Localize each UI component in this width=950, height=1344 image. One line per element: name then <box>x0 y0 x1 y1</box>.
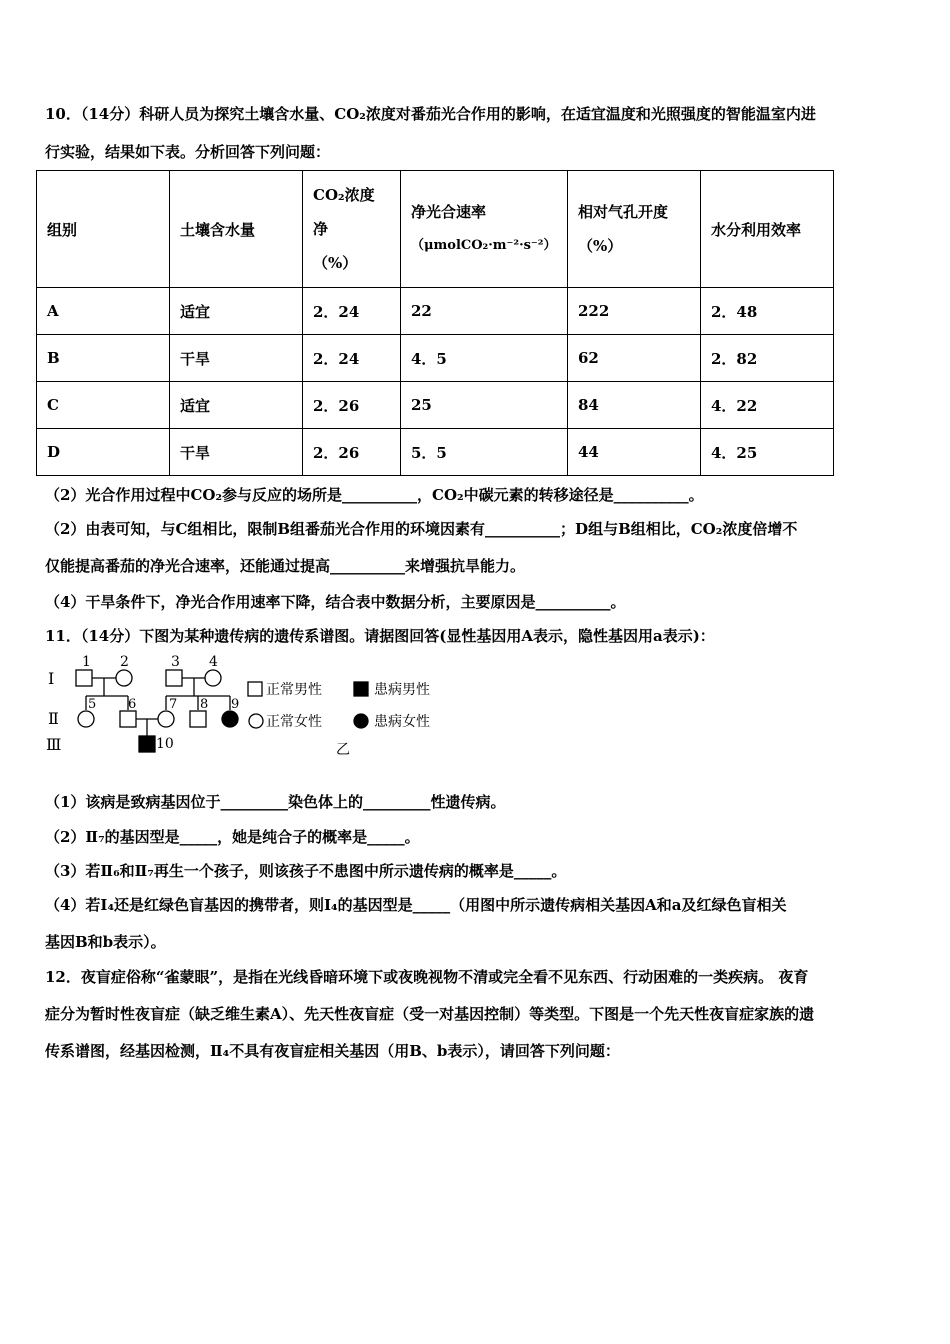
individual-4-normal-female <box>205 670 221 686</box>
table-cell: C <box>37 382 170 429</box>
individual-10-affected-male <box>139 736 155 752</box>
table-row <box>37 382 834 429</box>
table-cell: 4．5 <box>401 335 568 382</box>
table-cell: 2．24 <box>303 335 401 382</box>
header-group: 组别 <box>37 171 170 288</box>
table-cell: 2．24 <box>303 288 401 335</box>
table-cell: 2．26 <box>303 382 401 429</box>
table-cell: 2．48 <box>701 288 834 335</box>
header-co2 <box>303 171 401 288</box>
individual-6-normal-male <box>120 711 136 727</box>
table-cell: 25 <box>401 382 568 429</box>
id-8: 8 <box>200 697 209 712</box>
data-table <box>36 170 834 476</box>
table-cell: D <box>37 429 170 476</box>
table-cell: 44 <box>568 429 701 476</box>
gen-label-3: Ⅲ <box>46 735 62 754</box>
table-cell: 适宜 <box>170 288 303 335</box>
legend-affected-male: 患病男性 <box>374 682 430 698</box>
q11-line1: 11．（14分）下图为某种遗传病的遗传系谱图。请据图回答(显性基因用A表示，隐性基因用a表示)： <box>45 627 715 645</box>
legend-normal-male: 正常男性 <box>266 682 322 698</box>
id-5: 5 <box>88 697 97 712</box>
id-6: 6 <box>128 697 137 712</box>
q12-line2: 症分为暂时性夜盲症（缺乏维生素A）、先天性夜盲症（受一对基因控制）等类型。下图是一个先天性夜盲症家族的遗 <box>45 1005 815 1023</box>
gen-label-1: Ⅰ <box>48 669 55 688</box>
header-water-efficiency: 水分利用效率 <box>701 171 834 288</box>
table-cell: 84 <box>568 382 701 429</box>
q10-sub4: （4）干旱条件下，净光合作用速率下降，结合表中数据分析，主要原因是__________。 <box>45 593 626 611</box>
table-cell: 4．25 <box>701 429 834 476</box>
figure-label: 乙 <box>336 742 350 758</box>
table-header-row <box>37 171 834 288</box>
individual-7-normal-female <box>158 711 174 727</box>
table-cell: 适宜 <box>170 382 303 429</box>
individual-3-normal-male <box>166 670 182 686</box>
individual-2-normal-female <box>116 670 132 686</box>
header-net-line1: 净光合速率 <box>411 203 487 221</box>
q12-line1: 12．夜盲症俗称“雀蒙眼”，是指在光线昏暗环境下或夜晚视物不清或完全看不见东西、行动困难的一类疾病。 夜育 <box>45 968 809 986</box>
individual-1-normal-male <box>76 670 92 686</box>
legend-affected-male-icon <box>354 682 368 696</box>
q11-sub2: （2）Ⅱ₇的基因型是_____，她是纯合子的概率是_____。 <box>45 828 420 846</box>
q10-sub2b: 仅能提高番茄的净光合速率，还能通过提高__________来增强抗旱能力。 <box>45 557 526 575</box>
gen-label-2: Ⅱ <box>48 709 59 728</box>
id-10: 10 <box>156 736 174 752</box>
individual-9-affected-female <box>222 711 238 727</box>
q11-sub1: （1）该病是致病基因位于_________染色体上的_________性遗传病。 <box>45 793 506 811</box>
id-3: 3 <box>171 654 180 670</box>
table-cell: 222 <box>568 288 701 335</box>
q11-sub4a: （4）若I₄还是红绿色盲基因的携带者，则I₄的基因型是_____（用图中所示遗传病相关基因A和a及红绿色盲相关 <box>45 896 787 914</box>
pedigree-chart <box>40 648 460 758</box>
header-co2-line1: CO₂浓度 <box>313 186 375 204</box>
q10-sub1: （2）光合作用过程中CO₂参与反应的场所是__________，CO₂中碳元素的转移途径是__________。 <box>45 486 704 504</box>
legend-affected-female-icon <box>354 714 368 728</box>
legend-normal-male-icon <box>248 682 262 696</box>
table-cell: A <box>37 288 170 335</box>
table-row <box>37 335 834 382</box>
table-row <box>37 288 834 335</box>
individual-8-normal-male <box>190 711 206 727</box>
table-cell: 2．82 <box>701 335 834 382</box>
header-net-line2: （μmolCO₂·m⁻²·s⁻²） <box>411 238 557 253</box>
id-4: 4 <box>209 654 218 670</box>
individual-5-normal-female <box>78 711 94 727</box>
q10-sub2a: （2）由表可知，与C组相比，限制B组番茄光合作用的环境因素有__________；D组与B组相比，CO₂浓度倍增不 <box>45 520 798 538</box>
q10-line2: 行实验，结果如下表。分析回答下列问题： <box>45 143 331 161</box>
q11-sub4b: 基因B和b表示）。 <box>45 933 166 951</box>
q12-line3: 传系谱图，经基因检测，Ⅱ₄不具有夜盲症相关基因（用B、b表示），请回答下列问题： <box>45 1042 620 1060</box>
table-cell: 2．26 <box>303 429 401 476</box>
table-row <box>37 429 834 476</box>
table-cell: 干旱 <box>170 335 303 382</box>
id-2: 2 <box>120 654 129 670</box>
legend-normal-female-icon <box>249 714 263 728</box>
header-stomata-line2: （%） <box>578 237 623 255</box>
table-cell: 62 <box>568 335 701 382</box>
header-soil-water: 土壤含水量 <box>170 171 303 288</box>
table-cell: 干旱 <box>170 429 303 476</box>
table-cell: 4．22 <box>701 382 834 429</box>
header-net-photosynthesis <box>401 171 568 288</box>
header-co2-line2: 净 <box>313 220 329 238</box>
q10-line1: 10．（14分）科研人员为探究土壤含水量、CO₂浓度对番茄光合作用的影响，在适宜温度和光照强度的智能温室内进 <box>45 105 816 123</box>
header-stomata-line1: 相对气孔开度 <box>578 203 669 221</box>
header-stomata <box>568 171 701 288</box>
id-9: 9 <box>231 697 240 712</box>
table-cell: 5．5 <box>401 429 568 476</box>
q11-sub3: （3）若Ⅱ₆和Ⅱ₇再生一个孩子，则该孩子不患图中所示遗传病的概率是_____。 <box>45 862 567 880</box>
id-1: 1 <box>82 654 91 670</box>
id-7: 7 <box>169 697 178 712</box>
legend-normal-female: 正常女性 <box>266 714 322 730</box>
legend-affected-female: 患病女性 <box>374 714 430 730</box>
table-cell: B <box>37 335 170 382</box>
table-cell: 22 <box>401 288 568 335</box>
header-co2-line3: （%） <box>313 254 358 272</box>
